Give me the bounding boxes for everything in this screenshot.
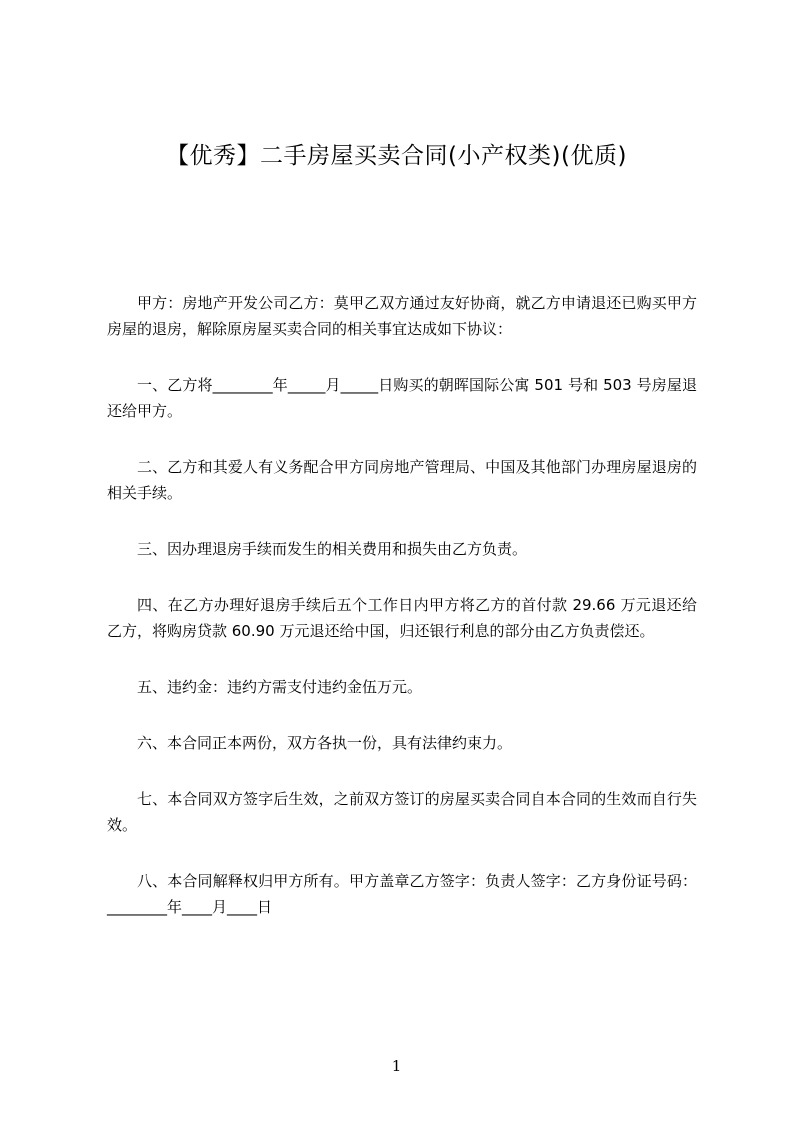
paragraph-clause-7: 七、本合同双方签字后生效，之前双方签订的房屋买卖合同自本合同的生效而自行失效。 bbox=[107, 790, 697, 834]
paragraph-clause-3: 三、因办理退房手续而发生的相关费用和损失由乙方负责。 bbox=[137, 540, 528, 558]
paragraph-clause-6: 六、本合同正本两份，双方各执一份，具有法律约束力。 bbox=[137, 734, 513, 752]
document-title: 【优秀】二手房屋买卖合同(小产权类)(优质) bbox=[166, 143, 627, 169]
paragraph-clause-8: 八、本合同解释权归甲方所有。甲方盖章乙方签字：负责人签字：乙方身份证号码：________年____月____日 bbox=[107, 872, 697, 916]
paragraph-clause-2: 二、乙方和其爱人有义务配合甲方同房地产管理局、中国及其他部门办理房屋退房的相关手续。 bbox=[107, 458, 697, 502]
page-number: 1 bbox=[391, 1057, 402, 1075]
document-body bbox=[107, 290, 697, 950]
paragraph-clause-4: 四、在乙方办理好退房手续后五个工作日内甲方将乙方的首付款 29.66 万元退还给乙方，将购房贷款 60.90 万元退还给中国，归还银行利息的部分由乙方负责偿还。 bbox=[107, 596, 697, 640]
paragraph-parties: 甲方：房地产开发公司乙方：莫甲乙双方通过友好协商，就乙方申请退还已购买甲方房屋的退房，解除原房屋买卖合同的相关事宜达成如下协议： bbox=[107, 294, 697, 338]
paragraph-clause-5: 五、违约金：违约方需支付违约金伍万元。 bbox=[137, 678, 423, 696]
paragraph-clause-1: 一、乙方将________年_____月_____日购买的朝晖国际公寓 501 号和 503 号房屋退还给甲方。 bbox=[107, 376, 697, 420]
